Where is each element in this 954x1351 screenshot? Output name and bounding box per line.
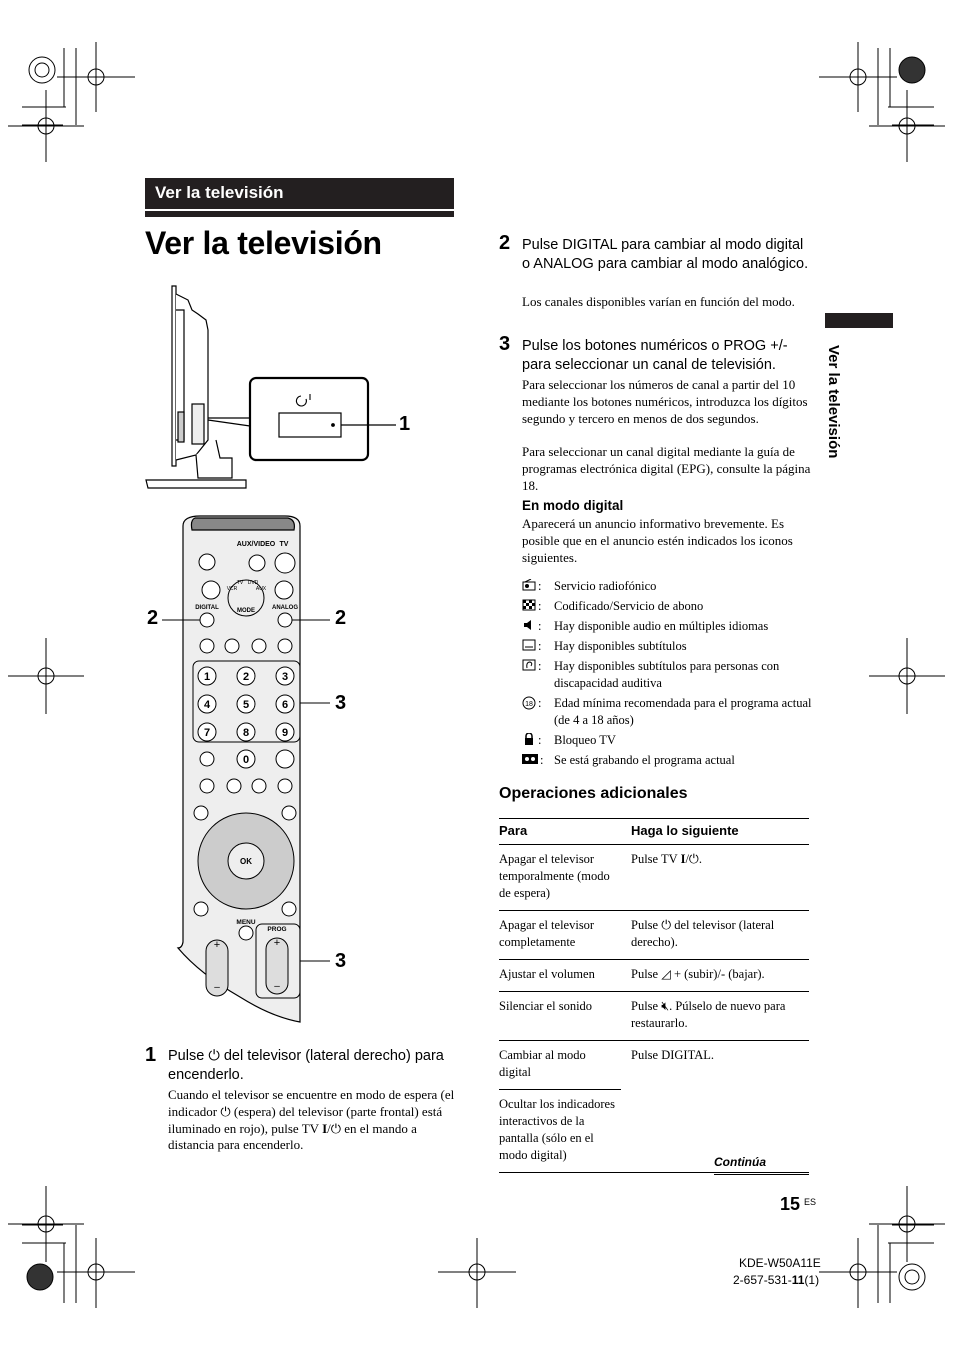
key-2: 2	[242, 671, 250, 683]
callout-3-numbers: 3	[335, 692, 347, 714]
icon-row: 18 : Edad mínima recomendada para el programa actual (de 4 a 18 años)	[522, 695, 812, 731]
hearing-impaired-subtitles-icon	[522, 659, 536, 671]
tv-power-icon: I/⏻	[322, 1120, 342, 1136]
icon-row: : Hay disponible audio en múltiples idiomas	[522, 618, 812, 636]
table-header-row	[499, 819, 809, 845]
column-header-para: Para	[499, 819, 621, 845]
tv-power-icon: I/⏻	[680, 852, 699, 866]
continued-rule	[714, 1174, 809, 1175]
side-tab-label: Ver la televisión	[825, 345, 842, 459]
vol-plus-label: +	[213, 939, 221, 951]
step-3-body-2: Para seleccionar un canal digital mediante la guía de programas electrónica digital (EPG), consulte la página 18.	[522, 444, 811, 493]
power-icon: ⏻	[220, 1103, 231, 1119]
power-icon: ⏻	[208, 1048, 220, 1064]
key-3: 3	[281, 671, 289, 683]
document-code: 2-657-531-11(1)	[733, 1273, 820, 1287]
page-language: ES	[804, 1197, 817, 1207]
column-header-do: Haga lo siguiente	[621, 819, 809, 845]
recording-icon	[522, 753, 538, 765]
dvd-label: DVD	[247, 580, 259, 586]
digital-mode-heading: En modo digital	[522, 498, 624, 513]
icon-row: : Bloqueo TV	[522, 732, 812, 750]
svg-text:18: 18	[525, 701, 533, 708]
key-0: 0	[242, 754, 250, 766]
operations-heading: Operaciones adicionales	[499, 785, 688, 802]
table-row: Ocultar los indicadores interactivos de la pantalla (sólo en el modo digital)	[499, 1090, 809, 1173]
prog-minus-label: –	[274, 981, 280, 992]
callout-2-digital: 2	[147, 607, 159, 629]
aux-label: AUX	[255, 586, 267, 592]
key-5: 5	[242, 699, 250, 711]
tv-side-illustration	[140, 280, 430, 495]
table-row: Apagar el televisor temporalmente (modo de espera) Pulse TV I/⏻.	[499, 845, 809, 911]
prog-label: PROG	[267, 926, 287, 933]
step-1-body: Cuando el televisor se encuentre en modo de espera (el indicador ⏻ (espera) del televisor (parte frontal) está iluminado en rojo), pulse TV I/⏻ en el mando a distancia para encenderlo.	[168, 1087, 455, 1153]
step-1-number: 1	[145, 1044, 157, 1066]
step-2-body: Los canales disponibles varían en función del modo.	[522, 294, 795, 309]
ok-label: OK	[240, 857, 252, 866]
callout-3-prog: 3	[335, 950, 347, 972]
side-tab-bar	[825, 313, 893, 328]
step-2-heading: Pulse DIGITAL para cambiar al modo digital o ANALOG para cambiar al modo analógico.	[522, 237, 809, 272]
remote-control-illustration	[160, 512, 330, 1034]
section-divider	[145, 211, 454, 217]
section-title: Ver la televisión	[155, 183, 284, 202]
digital-label: DIGITAL	[195, 605, 219, 611]
tv-label: TV	[279, 541, 289, 548]
power-icon: ⏻	[661, 918, 672, 932]
age-rating-icon	[522, 696, 536, 710]
operations-table	[499, 818, 809, 1173]
key-8: 8	[242, 727, 250, 739]
lock-icon	[522, 733, 536, 745]
radio-icon	[522, 579, 536, 591]
key-1: 1	[203, 671, 211, 683]
table-row: Apagar el televisor completamente Pulse ⏻ del televisor (lateral derecho).	[499, 911, 809, 960]
aux-video-label: AUX/VIDEO	[236, 541, 276, 548]
key-4: 4	[203, 699, 211, 711]
table-row: Ajustar el volumen Pulse ◿ + (subir)/- (bajar).	[499, 960, 809, 992]
subtitles-icon	[522, 639, 536, 651]
tv-mode-label: TV	[236, 580, 244, 586]
step-2-number: 2	[499, 232, 511, 254]
prog-plus-label: +	[273, 937, 281, 949]
step-1-heading: Pulse ⏻ del televisor (lateral derecho) para encenderlo.	[168, 1048, 444, 1083]
volume-icon: ◿	[661, 967, 671, 981]
section-header	[145, 178, 454, 209]
mute-icon: 🔇︎	[661, 999, 670, 1013]
icon-row: : Hay disponibles subtítulos para personas con discapacidad auditiva	[522, 658, 812, 694]
icon-row: : Se está grabando el programa actual	[522, 752, 812, 770]
callout-2-analog: 2	[335, 607, 347, 629]
multi-audio-icon	[522, 619, 536, 631]
digital-mode-body: Aparecerá un anuncio informativo brevemente. Es posible que en el anuncio estén indicados los iconos siguientes.	[522, 516, 793, 565]
key-9: 9	[281, 727, 289, 739]
step-3-body-1: Para seleccionar los números de canal a partir del 10 mediante los botones numéricos, introduzca los dígitos segundo y tercero en menos de dos segundos.	[522, 377, 808, 426]
key-6: 6	[281, 699, 289, 711]
page-title: Ver la televisión	[145, 225, 382, 261]
step-3-heading: Pulse los botones numéricos o PROG +/- para seleccionar un canal de televisión.	[522, 338, 788, 373]
menu-label: MENU	[236, 919, 256, 926]
icon-row: : Codificado/Servicio de abono	[522, 598, 812, 616]
step-3-number: 3	[499, 333, 511, 355]
model-number: KDE-W50A11E	[739, 1256, 821, 1270]
continued-label: Continúa	[714, 1155, 766, 1169]
icon-row: : Hay disponibles subtítulos	[522, 638, 812, 656]
analog-label: ANALOG	[272, 605, 298, 611]
mode-label: MODE	[237, 608, 255, 614]
scrambled-icon	[522, 599, 536, 611]
table-row: Silenciar el sonido Pulse 🔇︎. Púlselo de nuevo para restaurarlo.	[499, 992, 809, 1041]
page-number: 15	[780, 1194, 801, 1214]
key-7: 7	[203, 727, 211, 739]
side-tab	[820, 345, 844, 485]
vcr-label: VCR	[226, 586, 238, 592]
icon-row: : Servicio radiofónico	[522, 578, 812, 596]
callout-1-tv: 1	[399, 413, 411, 435]
vol-minus-label: –	[214, 982, 220, 993]
table-row: Cambiar al modo digital Pulse DIGITAL.	[499, 1041, 809, 1090]
